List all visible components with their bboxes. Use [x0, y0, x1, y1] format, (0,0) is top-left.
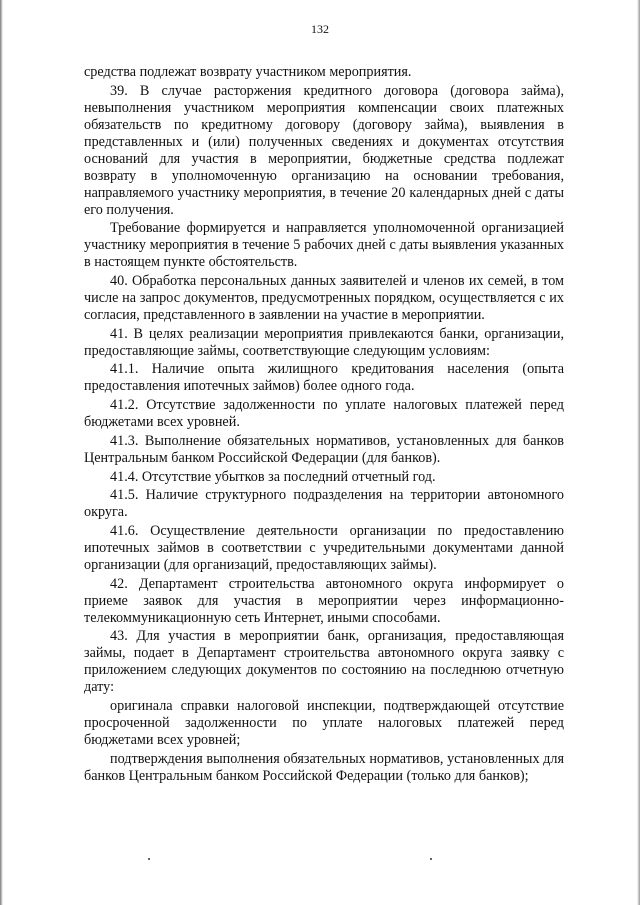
paragraph-41-3: 41.3. Выполнение обязательных нормативов, установленных для банков Центральным банком Российской Федерации (для банков). [84, 432, 564, 466]
paragraph-43-item-standards: подтверждения выполнения обязательных нормативов, установленных для банков Центральным банком Российской Федерации (только для банков); [84, 750, 564, 784]
scan-edge-left [0, 0, 3, 905]
paragraph-41-2: 41.2. Отсутствие задолженности по уплате налоговых платежей перед бюджетами всех уровней. [84, 397, 564, 431]
paragraph-43: 43. Для участия в мероприятии банк, организация, предоставляющая займы, подает в Департамент строительства автономного округа заявку с приложением следующих документов по состоянию на последнюю отчетную дату: [84, 628, 564, 696]
paragraph-41-6: 41.6. Осуществление деятельности организации по предоставлению ипотечных займов в соответствии с учредительными документами данной организации (для организаций, предоставляющих займы). [84, 522, 564, 573]
page-number: 132 [311, 22, 329, 36]
paragraph-40: 40. Обработка персональных данных заявителей и членов их семей, в том числе на запрос документов, предусмотренных порядком, осуществляется с их согласия, представленного в заявлении на участие в мероприятии. [84, 273, 564, 324]
paragraph-41-5: 41.5. Наличие структурного подразделения на территории автономного округа. [84, 487, 564, 521]
paragraph-39: 39. В случае расторжения кредитного договора (договора займа), невыполнения участником мероприятия компенсации своих платежных обязательств по кредитному договору (договору займа), выявления в представленных и (или) полученных сведениях и документах отсутствия оснований для участия в мероприятии, бюджетные средства подлежат возврату в уполномоченную организацию на основании требования, направляемого участнику мероприятия, в течение 20 календарных дней с даты его получения. [84, 82, 564, 218]
scan-speck-left [148, 858, 150, 860]
paragraph-43-item-tax-certificate: оригинала справки налоговой инспекции, подтверждающей отсутствие просроченной задолженности по уплате налоговых платежей перед бюджетами всех уровней; [84, 697, 564, 748]
paragraph-continuation: средства подлежат возврату участником мероприятия. [84, 64, 412, 80]
scan-speck-right [430, 858, 432, 860]
paragraph-41-4: 41.4. Отсутствие убытков за последний отчетный год. [110, 468, 436, 485]
paragraph-41: 41. В целях реализации мероприятия привлекаются банки, организации, предоставляющие займы, соответствующие следующим условиям: [84, 325, 564, 359]
body-text [84, 64, 564, 786]
paragraph-42: 42. Департамент строительства автономного округа информирует о приеме заявок для участия в мероприятии через информационно-телекоммуникационную сеть Интернет, иными способами. [84, 575, 564, 626]
paragraph-39-requirement: Требование формируется и направляется уполномоченной организацией участнику мероприятия в течение 5 рабочих дней с даты выявления указанных в настоящем пункте обстоятельств. [84, 220, 564, 271]
paragraph-41-1: 41.1. Наличие опыта жилищного кредитования населения (опыта предоставления ипотечных займов) более одного года. [84, 361, 564, 395]
